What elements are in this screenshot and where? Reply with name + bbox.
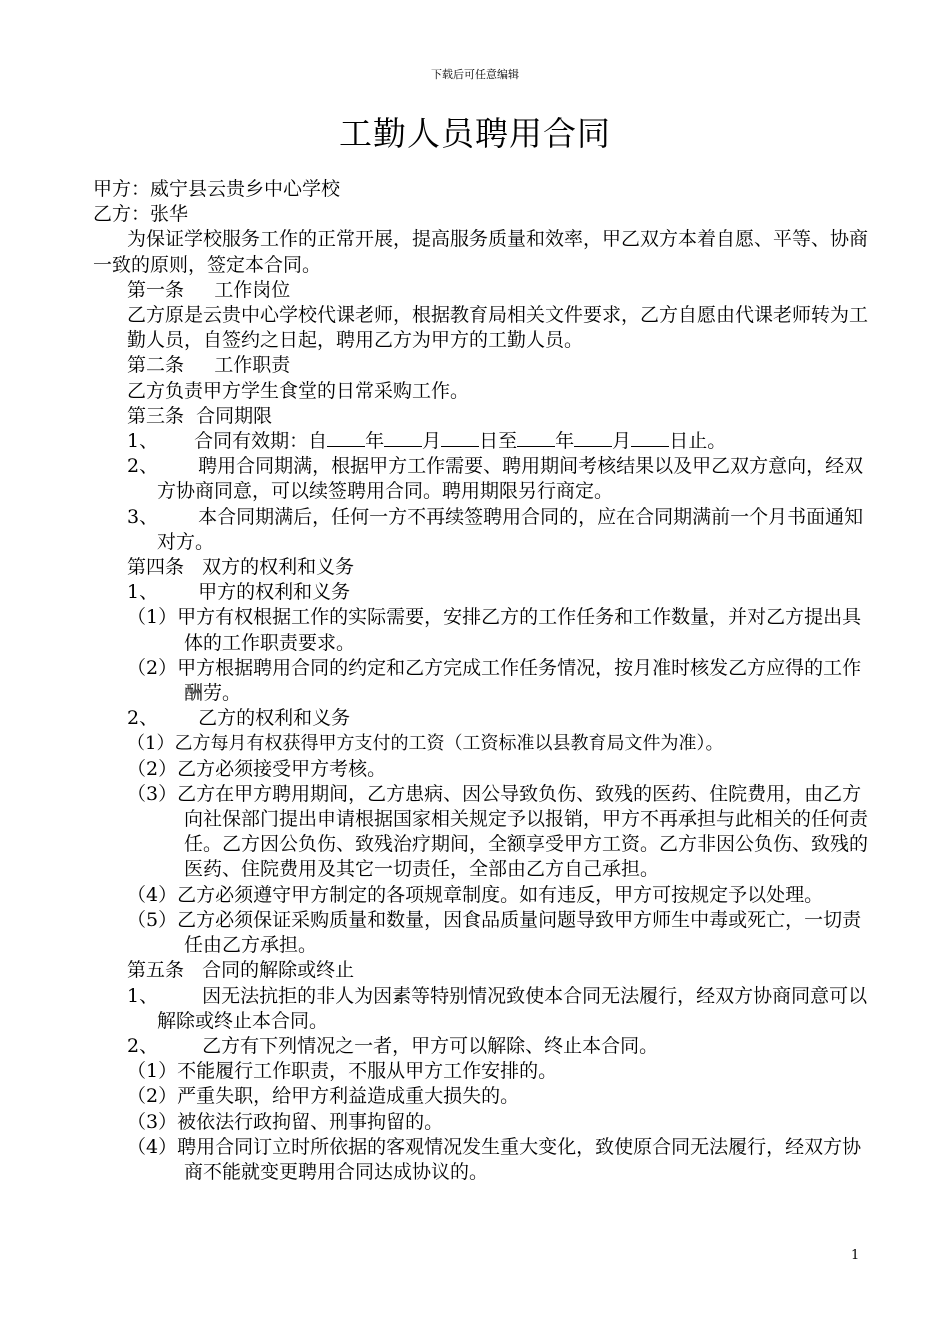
list-item: （4）聘用合同订立时所依据的客观情况发生重大变化，致使原合同无法履行，经双方协商不能就变更聘用合同达成协议的。 <box>127 1135 862 1183</box>
list-item: （1）乙方每月有权获得甲方支付的工资（工资标准以县教育局文件为准）。 <box>127 733 724 755</box>
list-item: （3）乙方在甲方聘用期间，乙方患病、因公导致负伤、致残的医药、住院费用，由乙方向社保部门提出申请根据国家相关规定予以报销，甲方不再承担与此相关的任何责任。乙方因公负伤、致残治疗期间，全额享受甲方工资。乙方非因公负伤、致残的医药、住院费用及其它一切责任，全部由乙方自己承担。 <box>127 782 869 881</box>
term-year-1: 年 <box>365 430 385 453</box>
list-item: （2）甲方根据聘用合同的约定和乙方完成工作任务情况，按月准时核发乙方应得的工作酬劳。 <box>127 656 862 705</box>
article-5-title: 第五条 合同的解除或终止 <box>127 959 355 982</box>
blank-field <box>517 429 555 447</box>
blank-field <box>327 429 365 447</box>
term-item-2: 2、 聘用合同期满，根据甲方工作需要、聘用期间考核结果以及甲乙双方意向，经双方协商同意，可以续签聘用合同。聘用期限另行商定。 <box>127 455 864 503</box>
list-item: （5）乙方必须保证采购质量和数量，因食品质量问题导致甲方师生中毒或死亡，一切责任由乙方承担。 <box>127 908 862 957</box>
blank-field <box>574 429 612 447</box>
article-4-title: 第四条 双方的权利和义务 <box>127 556 355 579</box>
article-4-party-b-heading: 2、 乙方的权利和义务 <box>127 707 351 730</box>
term-from: 合同有效期：自 <box>194 430 328 453</box>
term-day-1: 日至 <box>479 430 518 453</box>
article-1-title: 第一条 工作岗位 <box>127 278 291 301</box>
article-2-title: 第二条 工作职责 <box>127 354 291 377</box>
article-4-party-a-heading: 1、 甲方的权利和义务 <box>127 581 351 604</box>
page-number: 1 <box>851 1248 860 1263</box>
term-day-2: 日止。 <box>669 430 727 453</box>
termination-item-2: 2、 乙方有下列情况之一者，甲方可以解除、终止本合同。 <box>127 1034 659 1057</box>
article-2-text: 乙方负责甲方学生食堂的日常采购工作。 <box>127 379 470 402</box>
document-title: 工勤人员聘用合同 <box>339 114 611 153</box>
preamble: 为保证学校服务工作的正常开展，提高服务质量和效率，甲乙双方本着自愿、平等、协商一致的原则，签定本合同。 <box>93 228 869 276</box>
list-item: （1）不能履行工作职责，不服从甲方工作安排的。 <box>127 1060 558 1083</box>
blank-field <box>631 429 669 447</box>
blank-field <box>384 429 422 447</box>
term-item-1 <box>93 429 873 454</box>
term-year-2: 年 <box>555 430 575 453</box>
header-note: 下载后可任意编辑 <box>431 68 519 81</box>
party-a: 甲方：威宁县云贵乡中心学校 <box>93 178 341 200</box>
list-item: （1）甲方有权根据工作的实际需要，安排乙方的工作任务和工作数量，并对乙方提出具体的工作职责要求。 <box>127 606 862 654</box>
article-3-title: 第三条 合同期限 <box>127 404 273 427</box>
termination-item-1: 1、 因无法抗拒的非人为因素等特别情况致使本合同无法履行，经双方协商同意可以解除或终止本合同。 <box>127 984 868 1032</box>
article-1-text: 乙方原是云贵中心学校代课老师，根据教育局相关文件要求，乙方自愿由代课老师转为工勤人员，自签约之日起，聘用乙方为甲方的工勤人员。 <box>127 304 869 352</box>
term-month-1: 月 <box>422 430 442 453</box>
blank-field <box>441 429 479 447</box>
list-item: （2）严重失职，给甲方利益造成重大损失的。 <box>127 1085 520 1108</box>
term-item-3: 3、 本合同期满后，任何一方不再续签聘用合同的，应在合同期满前一个月书面通知对方。 <box>127 505 864 553</box>
list-item: （2）乙方必须接受甲方考核。 <box>127 757 387 780</box>
list-item: （4）乙方必须遵守甲方制定的各项规章制度。如有违反，甲方可按规定予以处理。 <box>127 883 824 906</box>
list-item: （3）被依法行政拘留、刑事拘留的。 <box>127 1110 444 1133</box>
contract-body <box>93 177 873 1185</box>
party-b: 乙方：张华 <box>93 203 189 226</box>
term-item-1-num: 1、 <box>127 430 159 453</box>
term-month-2: 月 <box>612 430 632 453</box>
